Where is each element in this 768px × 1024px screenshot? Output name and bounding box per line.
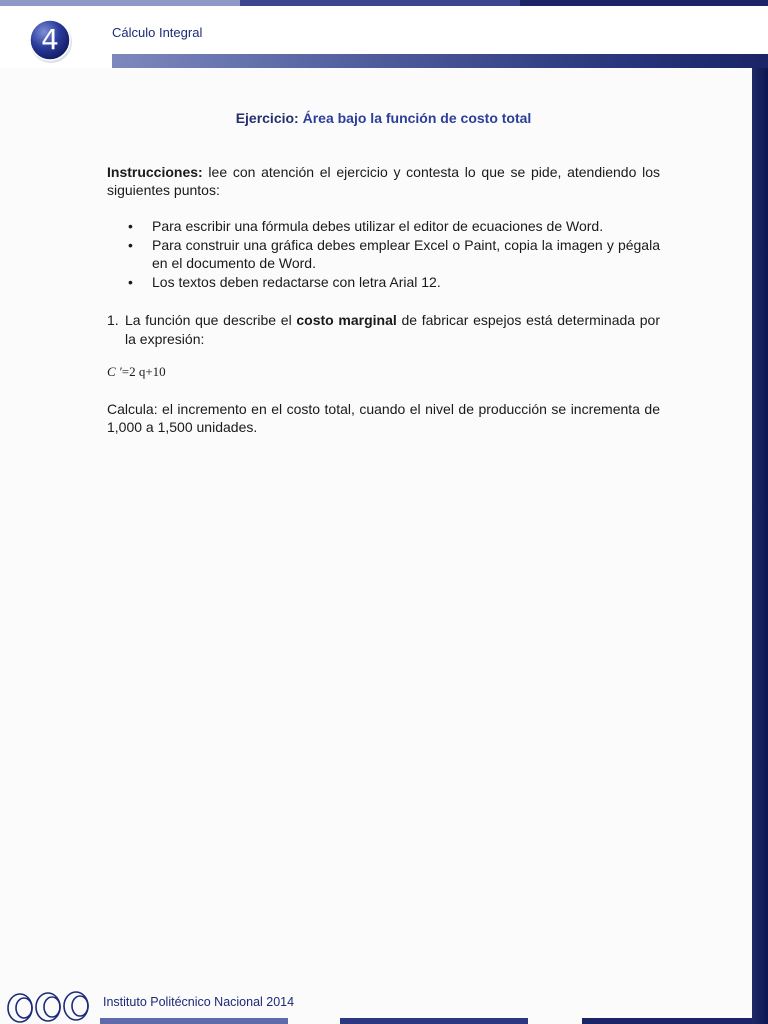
top-decorative-bar: [0, 0, 768, 6]
footer-institution: Instituto Politécnico Nacional 2014: [103, 995, 295, 1009]
bullet-icon: •: [128, 273, 133, 290]
formula-lhs: C ′: [107, 364, 122, 379]
list-item-text: Los textos deben redactarse con letra Arial 12.: [152, 273, 441, 290]
instructions-label: Instrucciones:: [107, 164, 203, 180]
question-text-before: La función que describe el: [125, 312, 297, 328]
instructions-list: [107, 217, 660, 291]
instructions-text: lee con atención el ejercicio y contesta lo que se pide, atendiendo los siguientes puntos:: [107, 164, 660, 198]
formula-rhs: =2 q+10: [121, 364, 166, 379]
calculation-prompt: Calcula: el incremento en el costo total, cuando el nivel de producción se incrementa de 1,000 a 1,500 unidades.: [107, 401, 660, 435]
header-gradient-band: [112, 54, 768, 68]
list-item: [107, 217, 660, 236]
ipn-logo-icon: [4, 986, 100, 1024]
course-title: Cálculo Integral: [112, 25, 203, 40]
bullet-icon: •: [128, 236, 133, 253]
list-item: [107, 236, 660, 273]
exercise-title: [107, 110, 660, 126]
list-item-text: Para escribir una fórmula debes utilizar el editor de ecuaciones de Word.: [152, 218, 604, 234]
page-body: [0, 68, 752, 1024]
question-bold-term: costo marginal: [296, 312, 397, 328]
marginal-cost-formula: [107, 364, 166, 380]
chapter-number: 4: [41, 23, 59, 56]
bullet-icon: •: [128, 218, 133, 234]
question-number: 1.: [107, 312, 119, 328]
chapter-badge: [28, 18, 74, 64]
footer-bar-light: [100, 1018, 288, 1024]
footer-bar-mid: [340, 1018, 528, 1024]
right-decorative-bar: [752, 68, 768, 1024]
instructions-paragraph: [107, 163, 660, 199]
list-item: [107, 273, 660, 292]
question-1: [107, 311, 660, 349]
question-text: [125, 311, 660, 349]
footer-bar-dark: [582, 1018, 752, 1024]
question-text-after: de fabricar espejos está determinada por la expresión:: [125, 312, 660, 347]
list-item-text: Para construir una gráfica debes emplear Excel o Paint, copia la imagen y pégala en el documento de Word.: [152, 236, 660, 271]
exercise-label: Ejercicio:: [235, 110, 299, 126]
exercise-name: Área bajo la función de costo total: [302, 110, 532, 126]
